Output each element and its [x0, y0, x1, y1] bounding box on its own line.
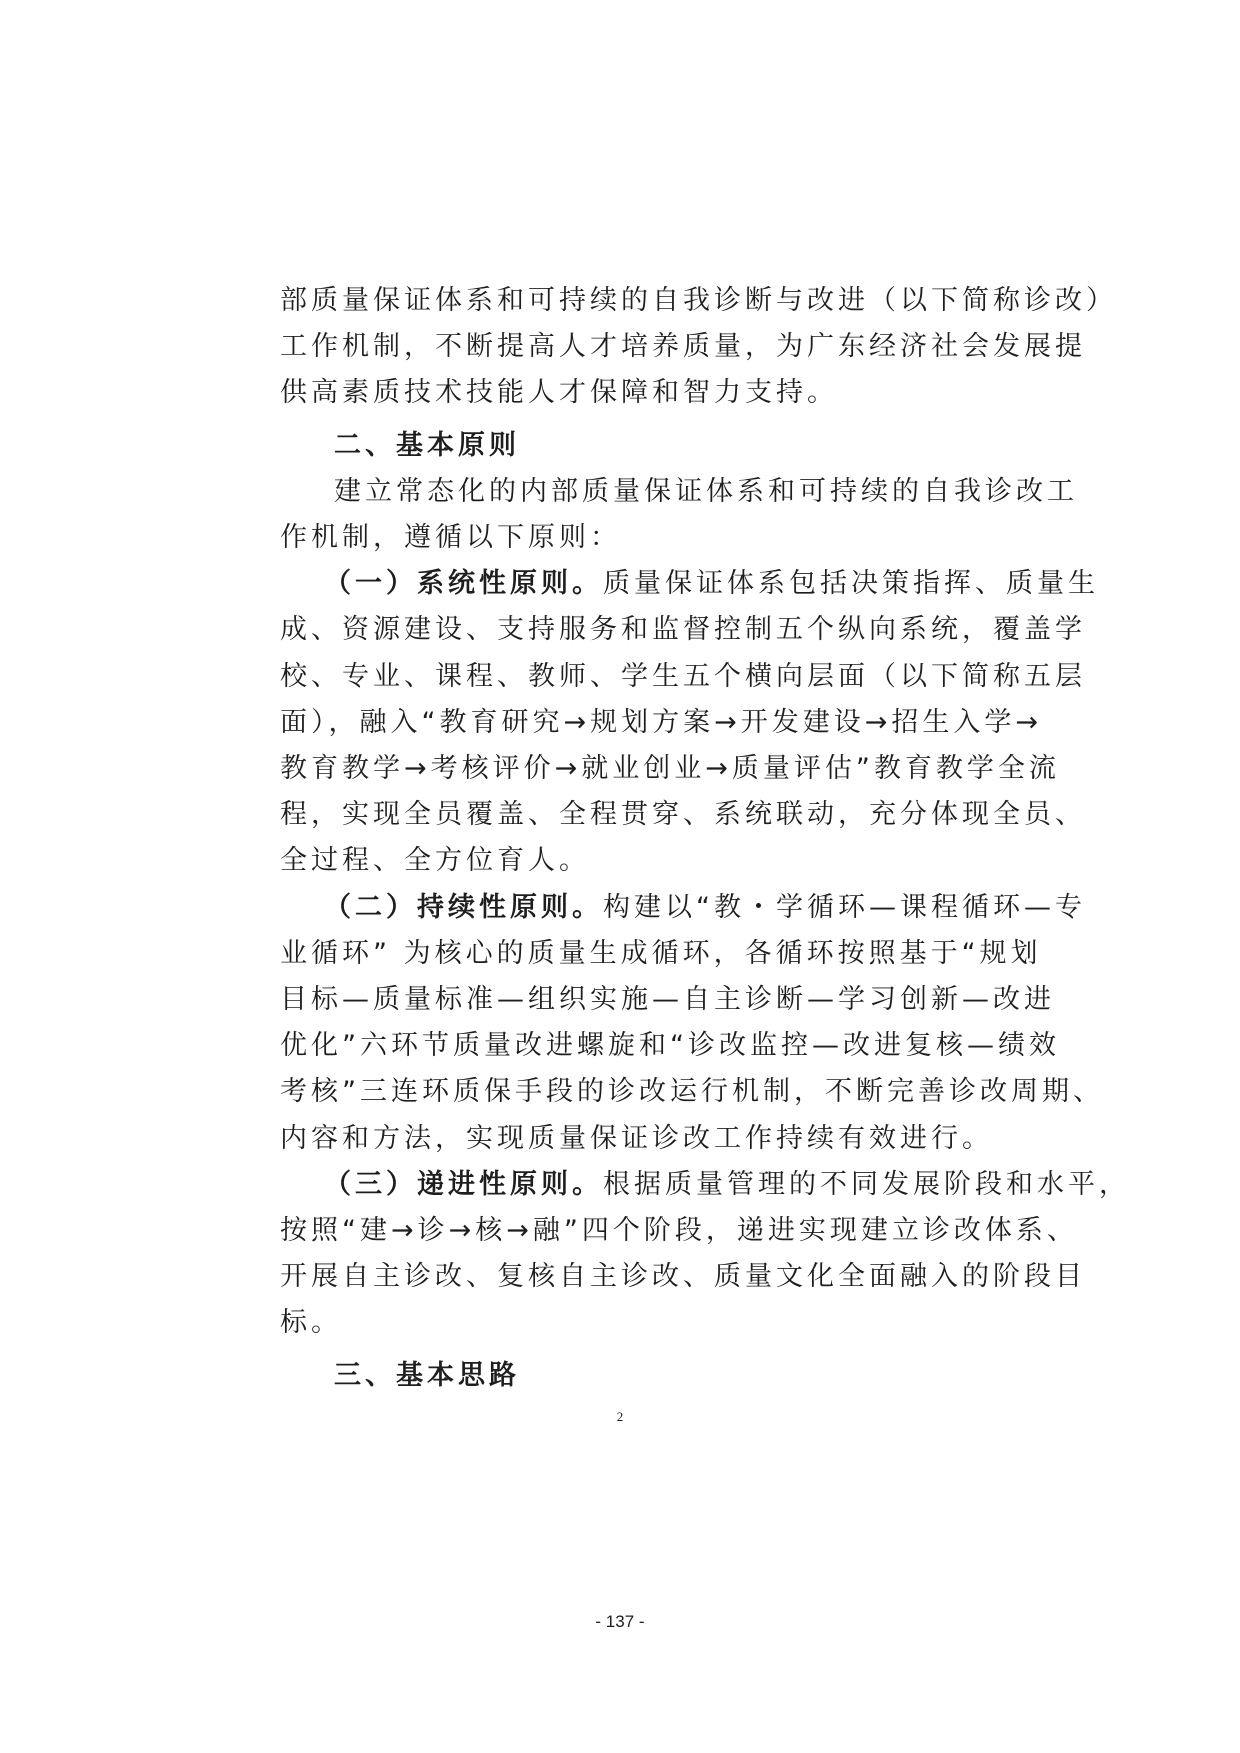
paragraph-line: 校、专业、课程、教师、学生五个横向层面（以下简称五层	[280, 660, 1086, 692]
section-heading-basic-principles: 二、基本原则	[334, 429, 520, 461]
paragraph-line: 开展自主诊改、复核自主诊改、质量文化全面融入的阶段目	[280, 1261, 1086, 1293]
paragraph-line: 部质量保证体系和可持续的自我诊断与改进（以下简称诊改）	[280, 285, 1117, 316]
paragraph-line: 优化”六环节质量改进螺旋和“诊改监控—改进复核—绩效	[280, 1030, 1060, 1062]
principle-systematic-first-line	[280, 561, 1099, 607]
paragraph-line: 考核”三连环质保手段的诊改运行机制，不断完善诊改周期、	[280, 1076, 1104, 1108]
paragraph-line: 教育教学→考核评价→就业创业→质量评估”教育教学全流	[280, 753, 1060, 785]
principle-label: （二）持续性原则。	[324, 891, 603, 923]
outer-page-number: - 137 -	[595, 1612, 645, 1631]
paragraph-line: 标。	[280, 1307, 342, 1339]
paragraph-line: 成、资源建设、支持服务和监督控制五个纵向系统，覆盖学	[280, 614, 1086, 646]
paragraph-line: 程，实现全员覆盖、全程贯穿、系统联动，充分体现全员、	[280, 799, 1086, 831]
paragraph-line: 业循环” 为核心的质量生成循环，各循环按照基于“规划	[280, 937, 1042, 969]
paragraph-line: 建立常态化的内部质量保证体系和可持续的自我诊改工	[334, 475, 1078, 507]
principle-progressive-first-line	[280, 1162, 1130, 1208]
inner-page-number: 2	[616, 1409, 624, 1424]
paragraph-line: 供高素质技术技能人才保障和智力支持。	[280, 377, 838, 409]
principle-continuity-first-line	[280, 885, 1086, 931]
principle-text: 构建以“教・学循环—课程循环—专	[603, 891, 1086, 923]
document-body	[280, 278, 1130, 1399]
paragraph-line: 按照“建→诊→核→融”四个阶段，递进实现建立诊改体系、	[280, 1215, 1078, 1247]
principle-text: 质量保证体系包括决策指挥、质量生	[603, 568, 1099, 600]
section-heading-basic-approach: 三、基本思路	[334, 1359, 520, 1391]
paragraph-line: 作机制，遵循以下原则：	[280, 522, 621, 554]
paragraph-line: 内容和方法，实现质量保证诊改工作持续有效进行。	[280, 1122, 993, 1154]
paragraph-line: 全过程、全方位育人。	[280, 845, 590, 877]
principle-label: （一）系统性原则。	[324, 568, 603, 600]
principle-label: （三）递进性原则。	[324, 1168, 603, 1200]
paragraph-line: 目标—质量标准—组织实施—自主诊断—学习创新—改进	[280, 984, 1055, 1016]
principle-text: 根据质量管理的不同发展阶段和水平，	[603, 1168, 1130, 1200]
paragraph-line: 面），融入“教育研究→规划方案→开发建设→招生入学→	[280, 706, 1042, 738]
paragraph-line: 工作机制，不断提高人才培养质量，为广东经济社会发展提	[280, 331, 1086, 363]
